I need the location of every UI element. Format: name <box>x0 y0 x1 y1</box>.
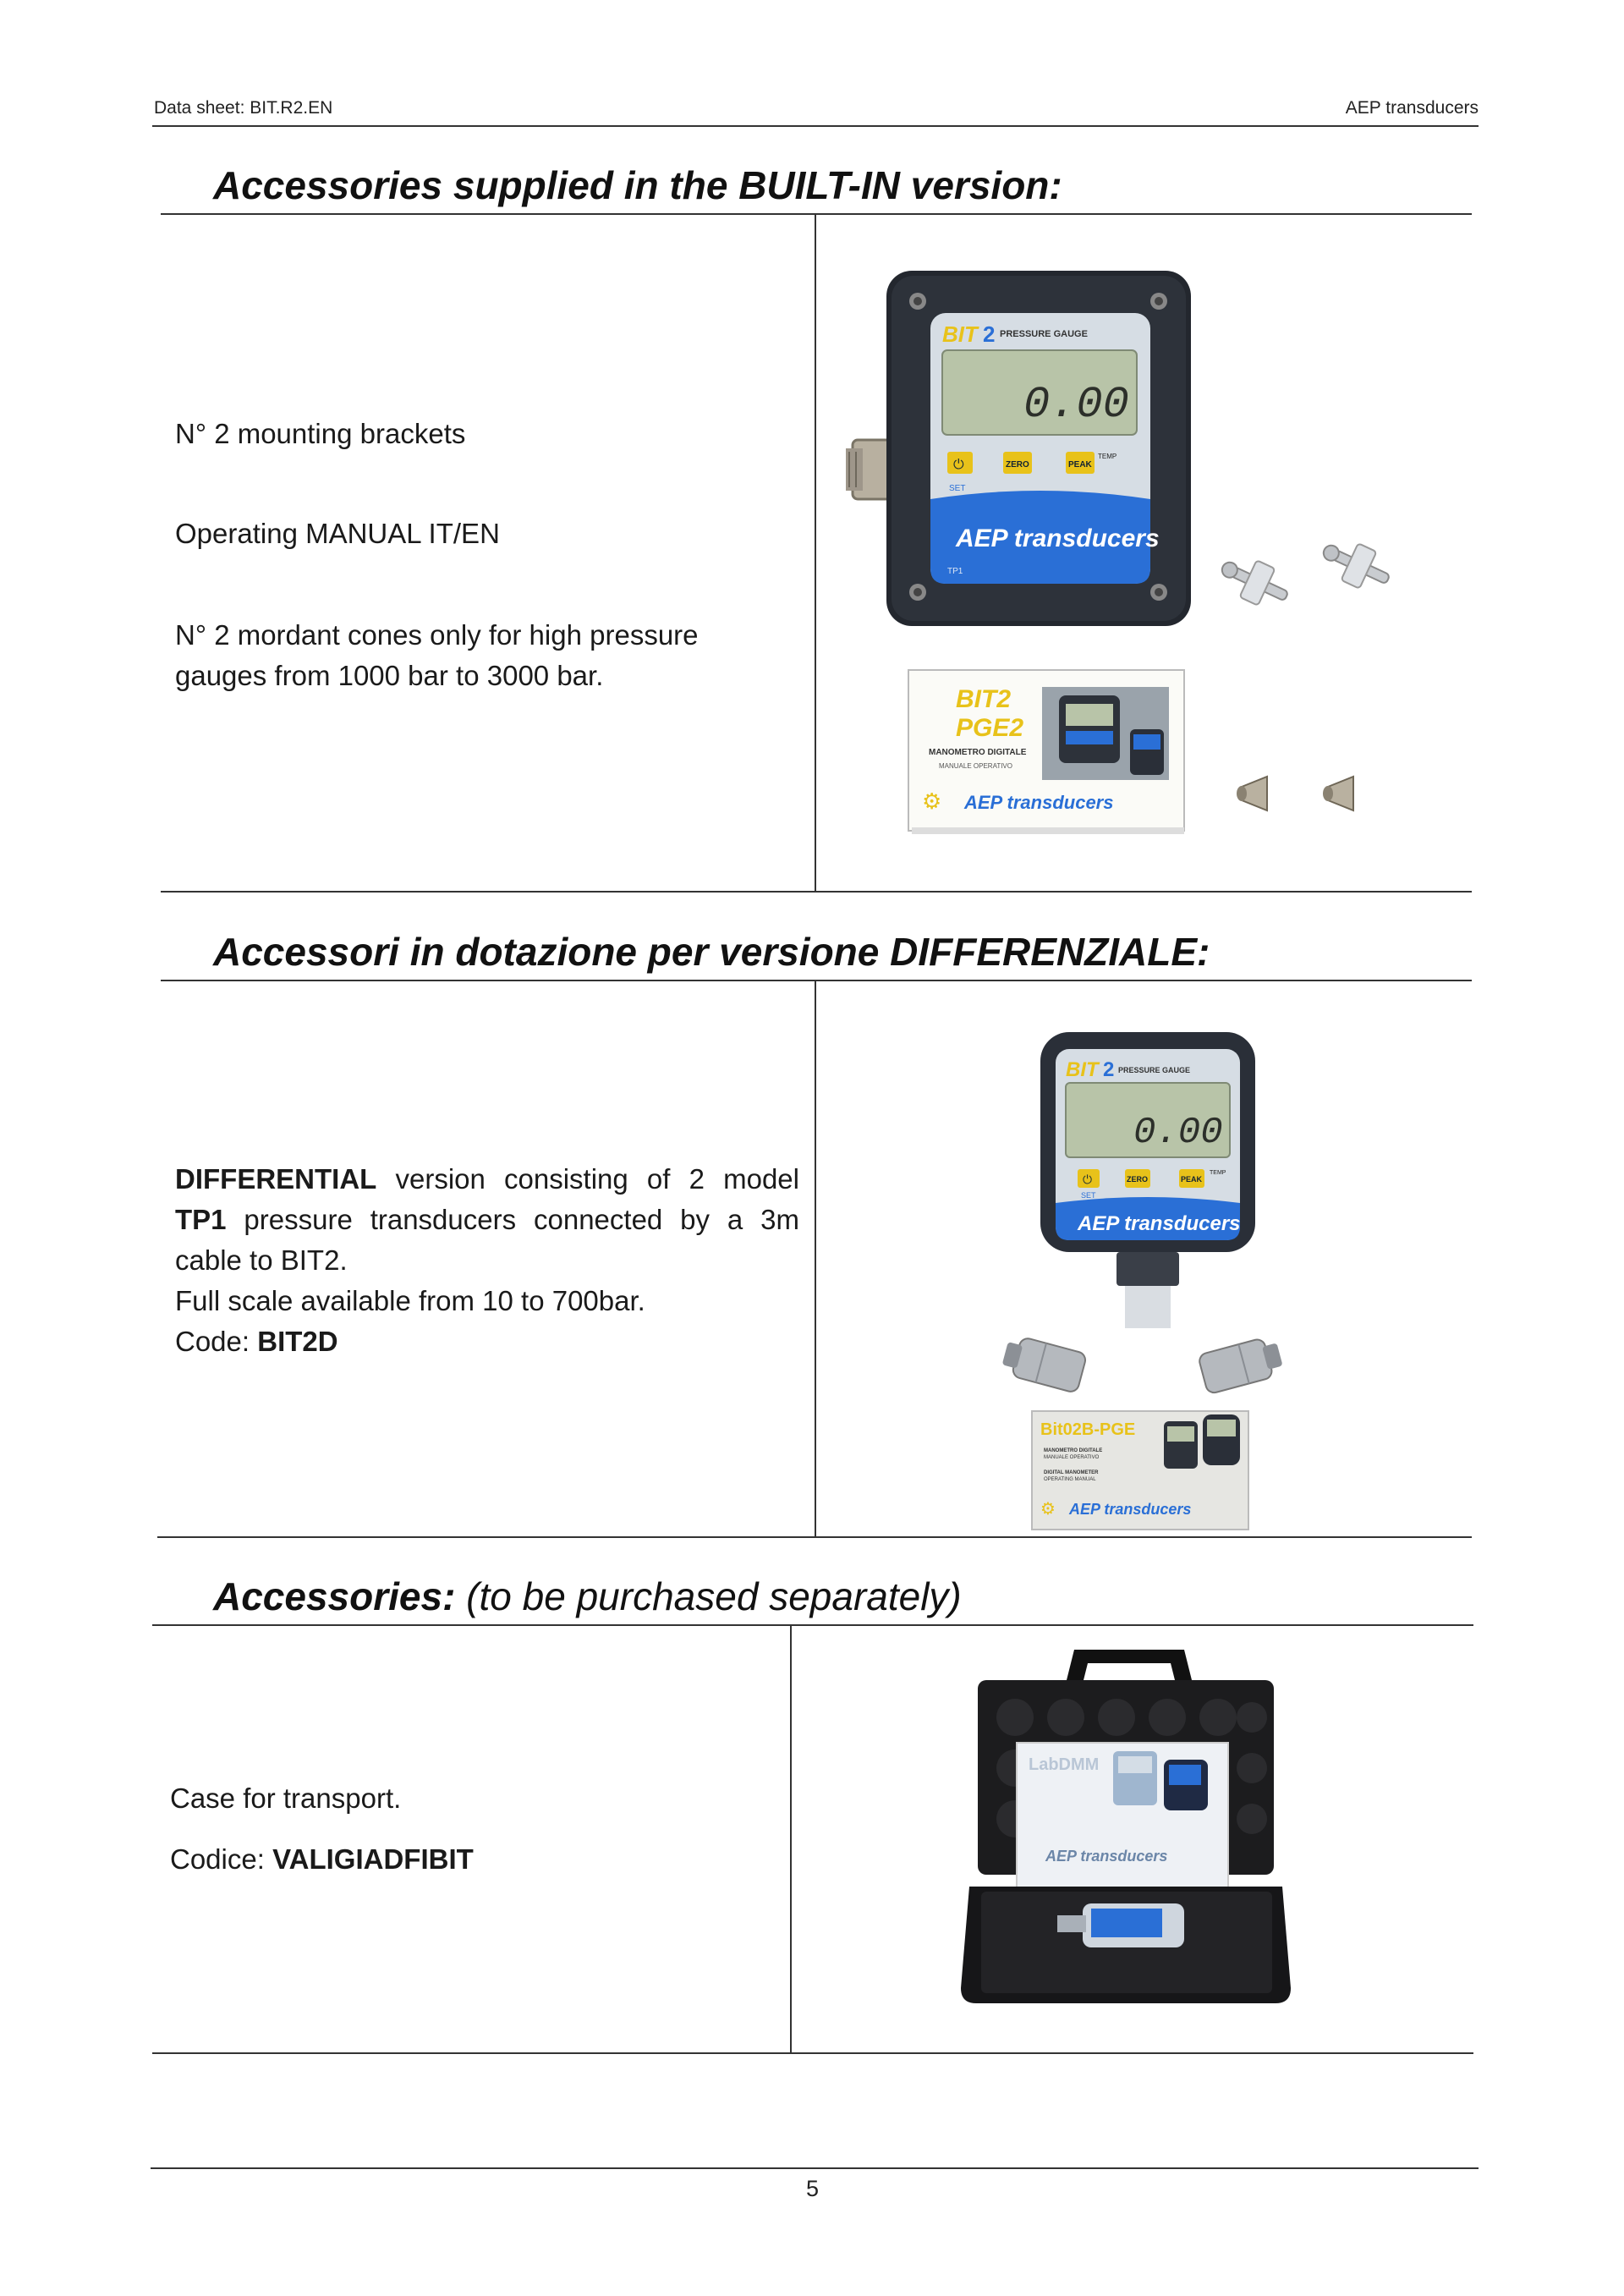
section1-product-image <box>837 245 1463 854</box>
section2-description <box>175 1159 799 1362</box>
section2-code: Code: BIT2D <box>175 1326 338 1357</box>
transport-case-image <box>964 1633 1294 2013</box>
tp1-bold: TP1 <box>175 1204 227 1235</box>
svg-text:LabDMM: LabDMM <box>1029 1755 1100 1774</box>
svg-text:⏻: ⏻ <box>953 456 964 472</box>
header-rule <box>152 125 1479 127</box>
svg-text:MANUALE OPERATIVO: MANUALE OPERATIVO <box>1044 1455 1100 1460</box>
svg-text:PEAK: PEAK <box>1068 460 1092 470</box>
section1-bottom-rule <box>161 891 1472 893</box>
header-right: AEP transducers <box>1345 98 1479 118</box>
operating-manual-image <box>908 670 1184 834</box>
svg-text:TP1: TP1 <box>947 567 963 576</box>
section2-code-value: BIT2D <box>257 1326 338 1357</box>
svg-text:DIGITAL MANOMETER: DIGITAL MANOMETER <box>1044 1470 1099 1475</box>
tp1-transducers-image <box>1000 1333 1285 1394</box>
gauge-logo: AEP transducers <box>956 525 1160 552</box>
section3-code-value: VALIGIADFIBIT <box>272 1843 474 1875</box>
section2-product-image <box>1007 1024 1286 1531</box>
svg-text:SET: SET <box>1081 1191 1096 1200</box>
svg-text:PGE2: PGE2 <box>956 714 1024 742</box>
svg-text:BIT: BIT <box>1066 1058 1099 1081</box>
section3-item: Case for transport. <box>170 1782 402 1814</box>
section1-title: Accessories supplied in the BUILT-IN version: <box>213 163 1062 207</box>
gauge-brand: BIT <box>942 321 978 347</box>
section2-title: Accessori in dotazione per versione DIFFERENZIALE: <box>213 930 1210 974</box>
differential-bold: DIFFERENTIAL <box>175 1163 377 1195</box>
svg-text:⚙: ⚙ <box>922 789 942 815</box>
page-number: 5 <box>806 2176 820 2201</box>
svg-text:0.00: 0.00 <box>1133 1112 1223 1154</box>
section2-bottom-rule <box>157 1536 1472 1538</box>
section1-item-2: Operating MANUAL IT/EN <box>175 518 500 549</box>
differential-manual-image <box>1032 1411 1248 1530</box>
mounting-brackets-image <box>1215 531 1397 615</box>
gauge-label: PRESSURE GAUGE <box>1000 329 1088 339</box>
svg-text:TEMP: TEMP <box>1210 1170 1226 1176</box>
svg-text:OPERATING MANUAL: OPERATING MANUAL <box>1044 1477 1096 1482</box>
mordant-cones-image <box>1237 777 1353 810</box>
built-in-gauge-image <box>886 271 1191 626</box>
svg-text:AEP transducers: AEP transducers <box>1045 1848 1168 1865</box>
svg-text:2: 2 <box>1103 1058 1115 1081</box>
svg-text:MANOMETRO DIGITALE: MANOMETRO DIGITALE <box>1044 1448 1103 1453</box>
section3-divider <box>790 1624 792 2054</box>
svg-text:AEP transducers: AEP transducers <box>1078 1212 1241 1235</box>
svg-text:PRESSURE GAUGE: PRESSURE GAUGE <box>1118 1066 1191 1074</box>
section1-item-1: N° 2 mounting brackets <box>175 418 466 449</box>
header-left: Data sheet: BIT.R2.EN <box>154 98 333 118</box>
section2-divider <box>815 980 816 1538</box>
svg-text:⏻: ⏻ <box>1083 1173 1093 1187</box>
section1-divider <box>815 213 816 892</box>
differential-gauge-image <box>1040 1032 1255 1328</box>
svg-text:AEP transducers: AEP transducers <box>964 792 1114 813</box>
section3-top-rule <box>152 1624 1473 1626</box>
section3-bottom-rule <box>152 2052 1473 2054</box>
section2-desc-para: DIFFERENTIAL version consisting of 2 model TP1 pressure transducers connected by a 3m cable to BIT2. <box>175 1163 799 1276</box>
svg-text:MANOMETRO DIGITALE: MANOMETRO DIGITALE <box>929 748 1027 757</box>
svg-text:ZERO: ZERO <box>1006 460 1029 470</box>
svg-text:SET: SET <box>949 484 966 493</box>
section2-full-scale: Full scale available from 10 to 700bar. <box>175 1285 645 1316</box>
svg-text:ZERO: ZERO <box>1127 1175 1149 1184</box>
section2-top-rule <box>161 980 1472 981</box>
svg-text:Bit02B-PGE: Bit02B-PGE <box>1040 1420 1136 1439</box>
gauge-reading: 0.00 <box>1023 380 1129 430</box>
footer-rule <box>151 2167 1479 2169</box>
svg-text:BIT2: BIT2 <box>956 685 1012 713</box>
svg-text:PEAK: PEAK <box>1181 1175 1203 1184</box>
section3-code: Codice: VALIGIADFIBIT <box>170 1843 474 1875</box>
svg-text:⚙: ⚙ <box>1040 1498 1056 1519</box>
svg-text:TEMP: TEMP <box>1098 453 1117 460</box>
svg-text:AEP transducers: AEP transducers <box>1069 1501 1192 1518</box>
section3-title: Accessories: (to be purchased separately) <box>213 1574 962 1618</box>
section1-top-rule <box>161 213 1472 215</box>
svg-text:MANUALE OPERATIVO: MANUALE OPERATIVO <box>939 762 1012 770</box>
section1-item-3: N° 2 mordant cones only for high pressure gauges from 1000 bar to 3000 bar. <box>175 619 699 691</box>
svg-text:2: 2 <box>983 321 996 347</box>
